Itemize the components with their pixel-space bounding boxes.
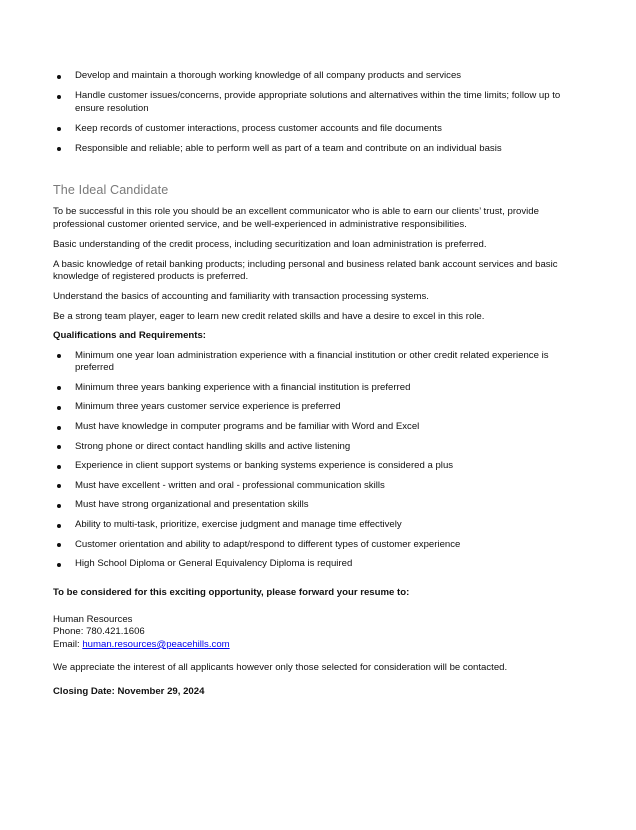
responsibilities-list bbox=[53, 70, 585, 163]
contact-block bbox=[53, 614, 230, 651]
list-item: Customer orientation and ability to adapt/respond to different types of customer experience bbox=[53, 539, 585, 552]
list-item: High School Diploma or General Equivalency Diploma is required bbox=[53, 558, 585, 571]
email-link[interactable]: human.resources@peacehills.com bbox=[82, 638, 230, 650]
qualifications-title: Qualifications and Requirements: bbox=[53, 329, 206, 341]
list-item: Must have excellent - written and oral - professional communication skills bbox=[53, 480, 585, 493]
section-heading: The Ideal Candidate bbox=[53, 183, 169, 197]
list-item: Minimum three years customer service experience is preferred bbox=[53, 401, 585, 414]
paragraph: To be successful in this role you should be an excellent communicator who is able to earn our clients’ trust, provide professional customer oriented service, and be well-experienced in administrative responsibilities. bbox=[53, 206, 539, 230]
list-item: Develop and maintain a thorough working knowledge of all company products and services bbox=[53, 70, 585, 83]
contact-phone: Phone: 780.421.1606 bbox=[53, 626, 145, 638]
appreciation-note: We appreciate the interest of all applicants however only those selected for consideration will be contacted. bbox=[53, 662, 508, 673]
list-item: Strong phone or direct contact handling skills and active listening bbox=[53, 441, 585, 454]
list-item: Responsible and reliable; able to perform well as part of a team and contribute on an individual basis bbox=[53, 143, 585, 156]
contact-department: Human Resources bbox=[53, 614, 133, 625]
paragraph: Be a strong team player, eager to learn new credit related skills and have a desire to excel in this role. bbox=[53, 311, 485, 323]
email-label: Email: bbox=[53, 638, 83, 650]
ideal-candidate-section bbox=[53, 206, 585, 578]
list-item: Ability to multi-task, prioritize, exercise judgment and manage time effectively bbox=[53, 519, 585, 532]
list-item: Handle customer issues/concerns, provide appropriate solutions and alternatives within the time limits; follow up to ensure resolution bbox=[53, 90, 585, 115]
paragraph: Basic understanding of the credit process, including securitization and loan administration is preferred. bbox=[53, 238, 487, 250]
list-item: Must have strong organizational and presentation skills bbox=[53, 499, 585, 512]
qualifications-list bbox=[53, 350, 585, 571]
paragraph: A basic knowledge of retail banking products; including personal and business related bank account services and basic knowledge of registered products is preferred. bbox=[53, 258, 558, 283]
paragraph: Understand the basics of accounting and familiarity with transaction processing systems. bbox=[53, 291, 429, 303]
apply-instructions: To be considered for this exciting opportunity, please forward your resume to: bbox=[53, 587, 410, 598]
closing-date: Closing Date: November 29, 2024 bbox=[53, 686, 205, 697]
contact-email-row bbox=[53, 639, 230, 651]
list-item: Must have knowledge in computer programs and be familiar with Word and Excel bbox=[53, 421, 585, 434]
list-item: Minimum one year loan administration experience with a financial institution or other credit related experience is preferred bbox=[53, 350, 585, 375]
list-item: Experience in client support systems or banking systems experience is considered a plus bbox=[53, 460, 585, 473]
list-item: Keep records of customer interactions, process customer accounts and file documents bbox=[53, 123, 585, 136]
list-item: Minimum three years banking experience with a financial institution is preferred bbox=[53, 382, 585, 395]
